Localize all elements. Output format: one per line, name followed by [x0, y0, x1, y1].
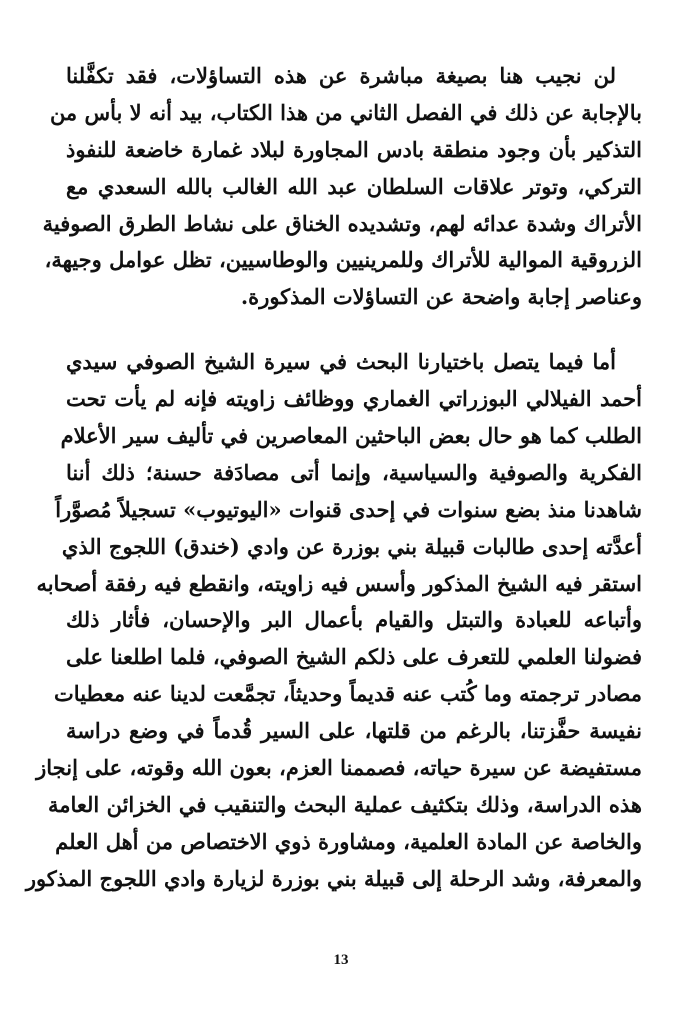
text-line: نفيسة حفَّزتنا، بالرغم من قلتها، على السير قُدماً في وضع دراسة: [66, 718, 642, 744]
text-line: استقر فيه الشيخ المذكور وأسس فيه زاويته، وانقطع فيه رفقة أصحابه: [36, 570, 642, 596]
text-line: شاهدنا منذ بضع سنوات في إحدى قنوات «اليوتيوب» تسجيلاً مُصوَّراً: [55, 496, 642, 522]
text-line: التركي، وتوتر علاقات السلطان عبد الله الغالب بالله السعدي مع: [66, 173, 642, 199]
text-line: مصادر ترجمته وما كُتب عنه قديماً وحديثاً، تجمَّعت لدينا عنه معطيات: [54, 681, 642, 707]
page-body: [25, 58, 642, 898]
text-line: فضولنا العلمي للتعرف على ذلكم الشيخ الصوفي، فلما اطلعنا على: [66, 644, 642, 670]
text-line: التذكير بأن وجود منطقة بادس المجاورة لبلاد غمارة خاضعة للنفوذ: [66, 136, 642, 162]
text-line: أحمد الفيلالي البوزراتي الغماري ووظائف زاويته فإنه لم يأت تحت: [66, 386, 642, 412]
paragraph-2: [25, 344, 642, 897]
page-number: 13: [333, 952, 349, 968]
text-line: الزروقية الموالية للأتراك وللمرينيين والوطاسيين، تظل عوامل وجيهة،: [44, 247, 642, 273]
text-line: الأتراك وشدة عدائه لهم، وتشديده الخناق على نشاط الطرق الصوفية: [42, 210, 642, 236]
text-line: بالإجابة عن ذلك في الفصل الثاني من هذا الكتاب، بيد أنه لا بأس من: [49, 99, 642, 125]
text-line: أعدَّته إحدى طالبات قبيلة بني بوزرة عن وادي (خندق) اللجوج الذي: [61, 533, 642, 559]
text-line: والخاصة عن المادة العلمية، ومشاورة ذوي الاختصاص من أهل العلم: [55, 828, 642, 854]
text-line: أما فيما يتصل باختيارنا البحث في سيرة الشيخ الصوفي سيدي: [66, 349, 616, 375]
text-line: وعناصر إجابة واضحة عن التساؤلات المذكورة.: [240, 284, 642, 310]
text-line: مستفيضة عن سيرة حياته، فصممنا العزم، بعون الله وقوته، على إنجاز: [36, 755, 642, 781]
text-line: هذه الدراسة، وذلك بتكثيف عملية البحث والتنقيب في الخزائن العامة: [48, 791, 642, 817]
text-line: والمعرفة، وشد الرحلة إلى قبيلة بني بوزرة لزيارة وادي اللجوج المذكور: [25, 865, 642, 891]
text-line: الفكرية والصوفية والسياسية، وإنما أتى مصادَفة حسنة؛ ذلك أننا: [66, 459, 642, 485]
text-line: لن نجيب هنا بصيغة مباشرة عن هذه التساؤلات، فقد تكفَّلنا: [66, 63, 616, 88]
text-line: وأتباعه للعبادة والتبتل والقيام بأعمال البر والإحسان، فأثار ذلك: [66, 607, 642, 633]
text-line: الطلب كما هو حال بعض الباحثين المعاصرين في تأليف سير الأعلام: [60, 423, 642, 449]
paragraph-1: [42, 58, 642, 316]
